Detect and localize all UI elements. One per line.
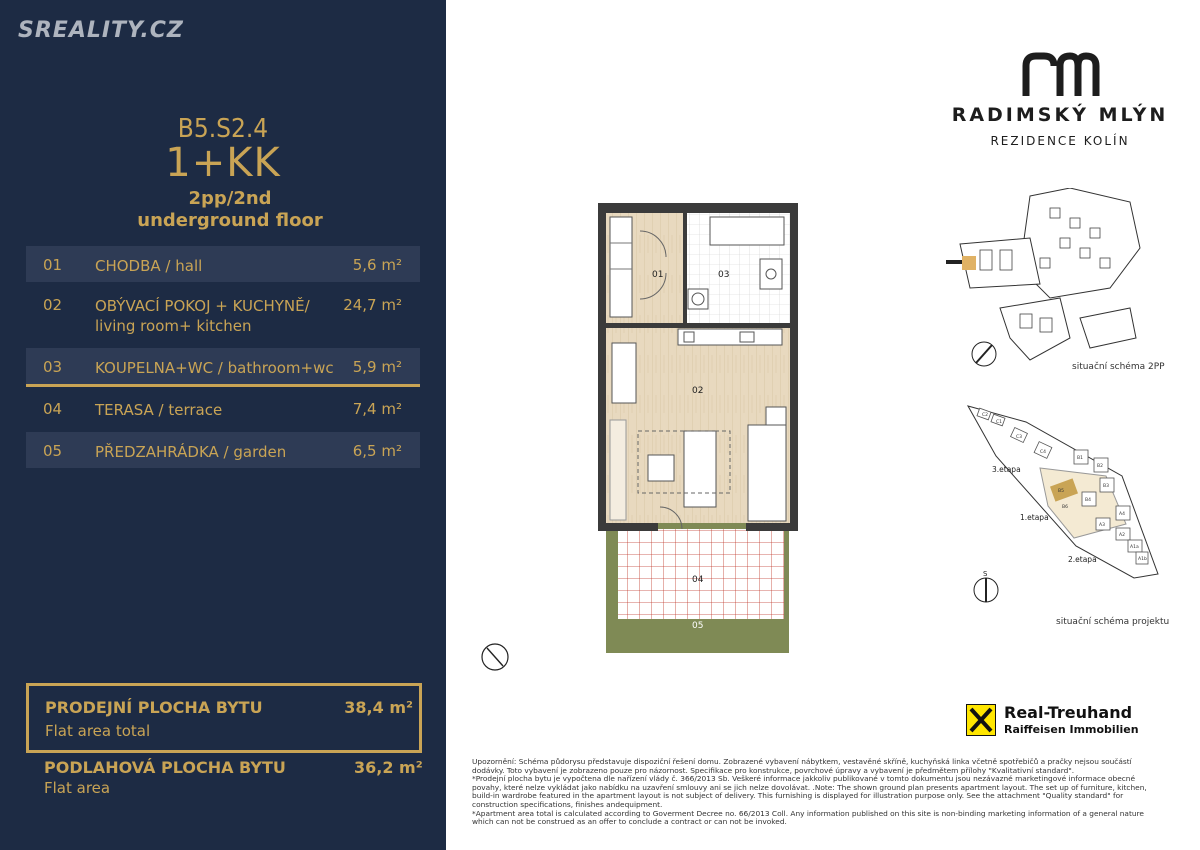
room-row xyxy=(26,286,420,340)
room-number: 03 xyxy=(43,358,63,376)
plan-label-04: 04 xyxy=(692,575,704,585)
room-area: 24,7 m² xyxy=(343,296,402,314)
room-name: TERASA / terrace xyxy=(95,401,223,419)
compass-icon xyxy=(974,570,998,602)
building-label: C1 xyxy=(996,420,1003,425)
room-number: 04 xyxy=(43,400,63,418)
room-area: 7,4 m² xyxy=(352,400,402,418)
brand-logo-icon xyxy=(1020,52,1100,98)
room-number: 02 xyxy=(43,296,63,314)
room-name: OBÝVACÍ POKOJ + KUCHYNĚ/ living room+ kitchen xyxy=(95,297,310,335)
room-row xyxy=(26,246,420,282)
room-area: 5,9 m² xyxy=(352,358,402,376)
site-plan-project xyxy=(956,396,1166,608)
compass-icon xyxy=(972,342,996,366)
terrace-area xyxy=(618,529,784,619)
disclaimer-paragraph: *Prodejní plocha bytu je vypočtena dle nařízení vlády č. 366/2013 Sb. Veškeré informace jakkoliv publikované v tomto dokumentu jsou nezávazné marketingové informace obecné povahy, které nelze vykládat jako nabídku na uzavření smlouvy ani se jich nelze dovolávat. .Note: The shown ground plan presents apartment layout. The set up of furniture, kitchen, build-in wardrobe featured in the apartment layout is not subject of delivery. This furnishing is displayed for illustration purpose only. See the attachment "Quality standard" for construction specifications, finishes andequipment. xyxy=(472,774,1147,809)
info-panel xyxy=(0,0,446,850)
unit-type: 1+KK xyxy=(165,140,281,186)
sale-area-label-en: Flat area total xyxy=(45,722,151,740)
watermark-logo: SREALITY.CZ xyxy=(18,18,184,43)
building-label: A4 xyxy=(1119,512,1125,517)
floor-plan xyxy=(580,195,810,675)
room-number: 05 xyxy=(43,442,63,460)
etapa-1-label: 1.etapa xyxy=(1020,513,1049,522)
building-label: C2 xyxy=(982,413,989,418)
building-label: A1a xyxy=(1130,545,1139,550)
sale-area-value: 38,4 m² xyxy=(344,698,413,717)
plan-label-01: 01 xyxy=(652,270,664,280)
agency-logo xyxy=(966,703,1166,739)
etapa-2-label: 2.etapa xyxy=(1068,555,1097,564)
room-area: 5,6 m² xyxy=(352,256,402,274)
sale-area-label: PRODEJNÍ PLOCHA BYTU xyxy=(45,698,263,717)
sale-area-box xyxy=(26,683,422,753)
room-name: PŘEDZAHRÁDKA / garden xyxy=(95,443,287,461)
building-label: A2 xyxy=(1119,533,1125,538)
disclaimer-paragraph: *Apartment area total is calculated according to Goverment Decree no. 66/2013 Coll. Any information published on this site is non-binding marketing information of a general nature which can not be construed as an offer to conclude a contract or can not be invoked. xyxy=(472,808,1144,827)
room-name: KOUPELNA+WC / bathroom+wc xyxy=(95,359,334,377)
floor-area-value: 36,2 m² xyxy=(354,758,423,777)
room-name: CHODBA / hall xyxy=(95,257,203,275)
etapa-3-label: 3.etapa xyxy=(992,465,1021,474)
disclaimer xyxy=(472,758,1162,827)
building-label: C4 xyxy=(1040,450,1047,455)
room-number: 01 xyxy=(43,256,63,274)
plan-label-02: 02 xyxy=(692,386,704,396)
compass-icon xyxy=(478,640,512,674)
raiffeisen-cross-icon xyxy=(966,704,996,736)
site-plan-floor xyxy=(940,188,1170,368)
agency-subtitle: Raiffeisen Immobilien xyxy=(1004,723,1139,736)
building-label: B2 xyxy=(1097,464,1103,469)
site-plan-floor-caption: situační schéma 2PP xyxy=(1072,362,1165,372)
brand-name: RADIMSKÝ MLÝN xyxy=(951,104,1169,126)
agency-name: Real-Treuhand xyxy=(1004,703,1133,722)
room-row xyxy=(26,348,420,387)
unit-floor: 2pp/2nd underground floor xyxy=(137,188,323,231)
building-label: B1 xyxy=(1077,456,1083,461)
site-plan-project-caption: situační schéma projektu xyxy=(1056,617,1170,627)
room-row xyxy=(26,390,420,426)
building-label: A1b xyxy=(1138,557,1147,562)
compass-label: S xyxy=(983,570,988,578)
building-label: B3 xyxy=(1103,484,1109,489)
floor-area-label-en: Flat area xyxy=(44,779,111,797)
room-row xyxy=(26,432,420,468)
floor-area-label: PODLAHOVÁ PLOCHA BYTU xyxy=(44,758,286,777)
building-label: B5 xyxy=(1058,489,1064,494)
building-label: B4 xyxy=(1085,498,1091,503)
plan-label-05: 05 xyxy=(692,621,704,631)
building-label: A3 xyxy=(1099,523,1105,528)
building-label: B6 xyxy=(1062,505,1068,510)
room-area: 6,5 m² xyxy=(352,442,402,460)
building-label: C3 xyxy=(1016,435,1023,440)
plan-label-03: 03 xyxy=(718,270,730,280)
disclaimer-paragraph: Upozornění: Schéma půdorysu představuje dispoziční řešení domu. Zobrazené vybavení nábytkem, vestavěné skříně, kuchyňská linka včetně spotřebičů a pračky nejsou součástí dodávky. Toto vybavení je zobrazeno pouze pro názornost. Specifikace pro konstrukce, povrchové úpravy a vybavení je předmětem přílohy "Kvalitativní standard". xyxy=(472,757,1132,775)
unit-code: B5.S2.4 xyxy=(177,114,269,144)
brand-subtitle: REZIDENCE KOLÍN xyxy=(990,134,1130,148)
